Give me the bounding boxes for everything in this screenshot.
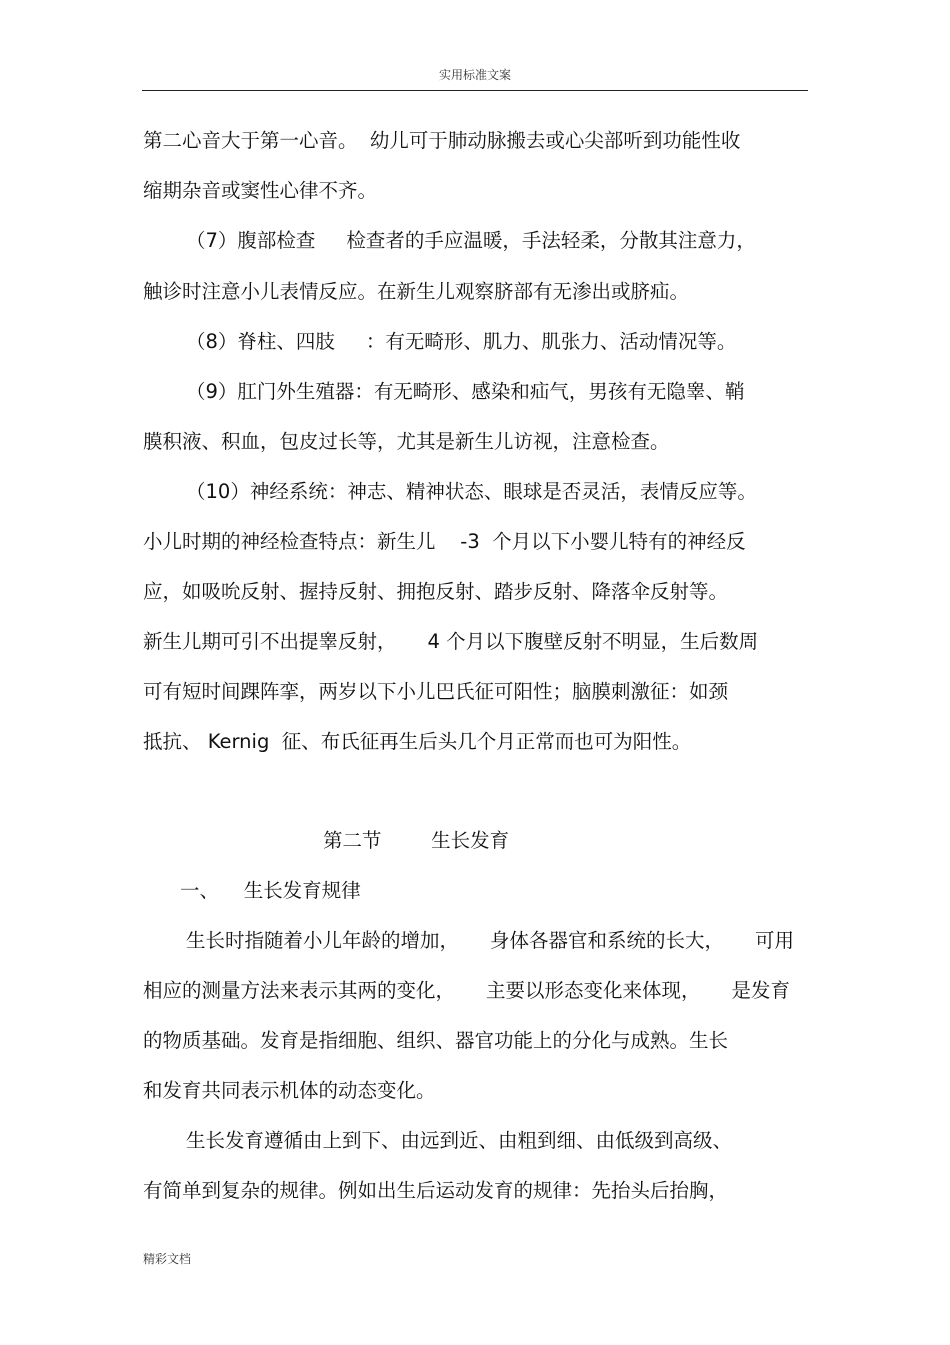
body-line-12: 可有短时间踝阵挛，两岁以下小儿巴氏征可阳性；脑膜刺激征：如颈 xyxy=(143,680,729,703)
paragraph-2-line-2: 相应的测量方法来表示其两的变化， 主要以形态变化来体现， 是发育 xyxy=(143,979,790,1002)
section-title: 第二节 生长发育 xyxy=(323,829,510,852)
body-line-7: 膜积液、积血，包皮过长等，尤其是新生儿访视，注意检查。 xyxy=(143,430,670,453)
body-line-1: 第二心音大于第一心音。 幼儿可于肺动脉搬去或心尖部听到功能性收 xyxy=(143,129,741,152)
paragraph-3-line-1: 生长发育遵循由上到下、由远到近、由粗到细、由低级到高级、 xyxy=(186,1129,733,1152)
body-line-10: 应，如吸吮反射、握持反射、拥抱反射、踏步反射、降落伞反射等。 xyxy=(143,580,729,603)
paragraph-2-line-3: 的物质基础。发育是指细胞、组织、器官功能上的分化与成熟。生长 xyxy=(143,1029,729,1052)
paragraph-3-line-2: 有简单到复杂的规律。例如出生后运动发育的规律：先抬头后抬胸， xyxy=(143,1179,729,1202)
body-line-5: （8）脊柱、四肢 ：有无畸形、肌力、肌张力、活动情况等。 xyxy=(186,330,737,353)
paragraph-2-line-1: 生长时指随着小儿年龄的增加， 身体各器官和系统的长大， 可用 xyxy=(186,929,794,952)
page-footer: 精彩文档 xyxy=(143,1252,192,1266)
paragraph-2-line-4: 和发育共同表示机体的动态变化。 xyxy=(143,1079,436,1102)
body-line-4: 触诊时注意小儿表情反应。在新生儿观察脐部有无渗出或脐疝。 xyxy=(143,280,690,303)
header-divider xyxy=(142,90,808,91)
body-line-6: （9）肛门外生殖器：有无畸形、感染和疝气，男孩有无隐睾、鞘 xyxy=(186,380,745,403)
body-line-3: （7）腹部检查 检查者的手应温暖，手法轻柔，分散其注意力， xyxy=(186,229,756,252)
body-line-8: （10）神经系统：神志、精神状态、眼球是否灵活，表情反应等。 xyxy=(186,480,757,503)
subheading: 一、 生长发育规律 xyxy=(180,879,361,902)
body-line-9: 小儿时期的神经检查特点：新生儿 -3 个月以下小婴儿特有的神经反 xyxy=(143,530,746,553)
page-header: 实用标准文案 xyxy=(438,68,511,82)
body-line-13: 抵抗、 Kernig 征、布氏征再生后头几个月正常而也可为阳性。 xyxy=(143,730,692,753)
body-line-11: 新生儿期可引不出提睾反射， 4 个月以下腹壁反射不明显，生后数周 xyxy=(143,630,759,653)
body-line-2: 缩期杂音或窦性心律不齐。 xyxy=(143,179,378,202)
